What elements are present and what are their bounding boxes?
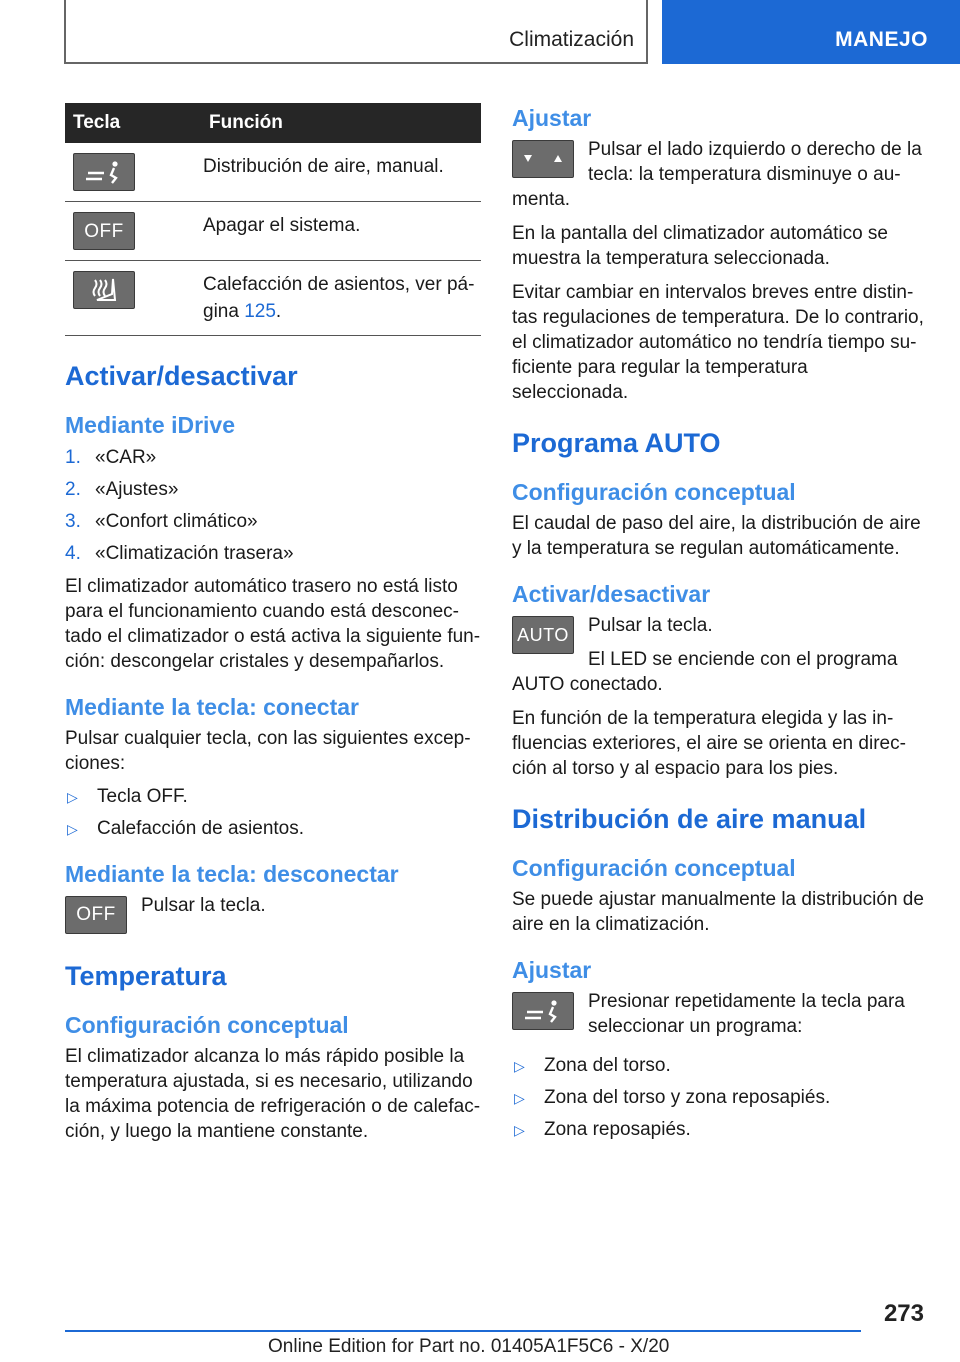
seat-heating-text-end: . [275,301,282,322]
triangle-bullet-icon: ▷ [514,1058,525,1074]
avoid-text: Evitar cambiar en intervalos breves entre distin‐tas regulaciones de temperatura. De lo contrario, el climatizador automático no tendría tiempo su‐ficiente para regular la temperatura seleccionada. [512,282,924,403]
triangle-bullet-icon: ▷ [514,1090,525,1106]
table-row [65,143,481,202]
heading-temp-concept: Configuración conceptual [65,1012,349,1038]
key-on-text: Pulsar cualquier tecla, con las siguientes excep‐ciones: [65,728,471,774]
auto-function-text: En función de la temperatura elegida y las in‐fluencias exteriores, el aire se orienta en direc‐ción al torso y al espacio para los pies. [512,708,906,779]
table-row [65,261,481,336]
display-text: En la pantalla del climatizador automático se muestra la temperatura seleccionada. [512,223,888,269]
heading-activate: Activar/desactivar [65,361,298,391]
manual-concept-text: Se puede ajustar manualmente la distribución de aire en la climatización. [512,889,924,935]
heading-adjust: Ajustar [512,105,592,131]
triangle-bullet-icon: ▷ [67,821,78,837]
table-cell-function: Distribución de aire, manual. [195,143,481,202]
list-item: ▷ Zona reposapiés. [514,1119,691,1140]
list-item: ▷ Zona del torso. [514,1055,671,1076]
list-item: ▷ Calefacción de asientos. [67,818,305,839]
triangle-bullet-icon: ▷ [67,789,78,805]
left-column [65,103,481,1153]
adjust-text: Pulsar el lado izquierdo o derecho de la tecla: la temperatura disminuye o au‐menta. [512,139,922,210]
air-distribution-key-icon [512,992,574,1030]
header-chapter-tab[interactable]: MANEJO [662,0,960,64]
table-header-key: Tecla [65,103,195,143]
idrive-steps [65,446,481,566]
auto-concept-text: El caudal de paso del aire, la distribución de aire y la temperatura se regulan automáticamente. [512,513,921,559]
heading-manual-distribution: Distribución de aire manual [512,804,867,834]
auto-block [512,613,928,706]
right-column [512,103,928,1150]
auto-led-text: El LED se enciende con el programa AUTO conectado. [512,649,898,695]
table-cell-function: Apagar el sistema. [195,202,481,261]
heading-auto-concept: Configuración conceptual [512,479,796,505]
seat-heating-text: Calefacción de asientos, ver pá‐gina [203,274,475,322]
list-item: 1. «CAR» [65,447,157,468]
list-item: 2. «Ajustes» [65,479,179,500]
list-item: ▷ Zona del torso y zona reposapiés. [514,1087,831,1108]
temperature-rocker-key-icon [512,140,574,178]
page-number: 273 [883,1300,924,1327]
key-off-block [65,893,481,938]
auto-key-icon: AUTO [512,616,574,654]
off-key-icon: OFF [73,212,135,250]
list-item: 3. «Confort climático» [65,511,258,532]
heading-temperature: Temperatura [65,961,227,991]
heading-auto-onoff: Activar/desactivar [512,581,711,607]
heading-key-on: Mediante la tecla: conectar [65,694,359,720]
idrive-note: El climatizador automático trasero no está listo para el funcionamiento cuando está desconec‐tado el climatizador o está activa la siguiente fun‐ción: descongelar cristales y desempañarlos. [65,576,481,672]
manual-press-text: Presionar repetidamente la tecla para seleccionar un programa: [588,991,905,1037]
key-on-exceptions [65,785,481,841]
air-distribution-key-icon [73,153,135,191]
table-header-function: Función [195,103,481,143]
off-key-icon: OFF [65,896,127,934]
heading-manual-adjust: Ajustar [512,957,592,983]
triangle-bullet-icon: ▷ [514,1122,525,1138]
heading-manual-concept: Configuración conceptual [512,855,796,881]
list-item: 4. «Climatización trasera» [65,543,294,564]
seat-heating-key-icon [73,271,135,309]
manual-programs [512,1054,928,1142]
page-link-125[interactable]: 125 [244,301,276,322]
temp-concept-text: El climatizador alcanza lo más rápido posible la temperatura ajustada, si es necesario, utilizando la máxima potencia de refrigeración o de calefac‐ción, y luego la mantiene constante. [65,1046,481,1142]
table-row [65,202,481,261]
list-item: ▷ Tecla OFF. [67,786,188,807]
heading-key-off: Mediante la tecla: desconectar [65,861,399,887]
auto-press-text: Pulsar la tecla. [588,615,713,636]
adjust-block [512,137,928,221]
heading-idrive: Mediante iDrive [65,412,235,438]
keys-table [65,103,481,336]
header-section-title: Climatización [509,28,634,51]
manual-adjust-block [512,989,928,1048]
key-off-text: Pulsar la tecla. [141,895,266,916]
header-section-box [64,0,648,64]
table-cell-function [195,261,481,336]
footer-divider [65,1330,861,1332]
heading-auto-program: Programa AUTO [512,428,721,458]
footer-edition: Online Edition for Part no. 01405A1F5C6 - X/20 [268,1336,670,1357]
